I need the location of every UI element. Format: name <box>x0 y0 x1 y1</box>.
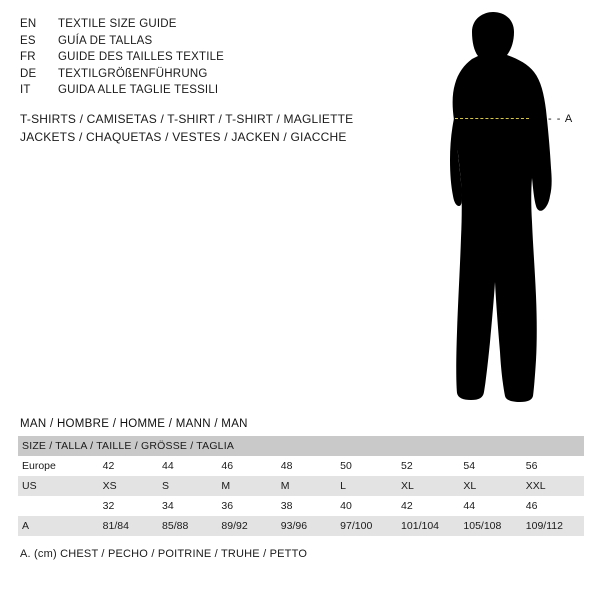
language-text: TEXTILE SIZE GUIDE <box>58 18 177 30</box>
table-cell: 48 <box>277 456 336 476</box>
table-cell: 56 <box>522 456 584 476</box>
table-cell: M <box>277 476 336 496</box>
table-cell: 101/104 <box>397 516 459 536</box>
table-cell: 105/108 <box>459 516 521 536</box>
language-code: FR <box>20 51 36 63</box>
table-cell: 93/96 <box>277 516 336 536</box>
table-cell: 42 <box>99 456 158 476</box>
language-code: ES <box>20 34 36 47</box>
table-cell: XS <box>99 476 158 496</box>
table-cell: 44 <box>459 496 521 516</box>
table-cell: L <box>336 476 397 496</box>
language-text: GUIDE DES TAILLES TEXTILE <box>58 51 225 63</box>
language-row <box>20 66 360 83</box>
table-row <box>18 516 584 536</box>
table-cell: XL <box>459 476 521 496</box>
language-row <box>20 49 360 66</box>
language-text: TEXTILGRÖßENFÜHRUNG <box>58 67 208 80</box>
table-cell: 54 <box>459 456 521 476</box>
row-label: US <box>18 476 99 496</box>
measure-letter: A <box>564 113 574 125</box>
table-title: MAN / HOMBRE / HOMME / MANN / MAN <box>20 418 248 430</box>
language-code: DE <box>20 67 37 80</box>
language-code: IT <box>20 84 31 96</box>
table-header-row <box>18 436 584 456</box>
size-table-section <box>18 418 584 536</box>
table-cell: 46 <box>522 496 584 516</box>
table-cell: 81/84 <box>99 516 158 536</box>
table-cell: XL <box>397 476 459 496</box>
language-header <box>20 16 360 99</box>
table-cell: S <box>158 476 217 496</box>
row-label: Europe <box>18 456 99 476</box>
table-cell: 38 <box>277 496 336 516</box>
chest-measure-line <box>455 118 529 119</box>
table-row <box>18 476 584 496</box>
man-silhouette-icon <box>400 10 590 410</box>
table-row <box>18 456 584 476</box>
body-silhouette-figure <box>400 10 590 410</box>
row-label: A <box>18 516 99 536</box>
table-cell: 50 <box>336 456 397 476</box>
row-label <box>18 496 99 516</box>
table-header-label: SIZE / TALLA / TAILLE / GRÖSSE / TAGLIA <box>18 436 584 456</box>
category-line-tshirts: T-SHIRTS / CAMISETAS / T-SHIRT / T-SHIRT / MAGLIETTE <box>20 112 354 126</box>
table-cell: M <box>217 476 276 496</box>
language-row <box>20 33 360 50</box>
table-cell: 36 <box>217 496 276 516</box>
category-line-jackets: JACKETS / CHAQUETAS / VESTES / JACKEN / GIACCHE <box>20 130 347 144</box>
language-row <box>20 16 360 33</box>
table-cell: 32 <box>99 496 158 516</box>
size-table <box>18 436 584 536</box>
table-cell: 85/88 <box>158 516 217 536</box>
language-code: EN <box>20 18 37 30</box>
table-cell: 52 <box>397 456 459 476</box>
table-cell: 40 <box>336 496 397 516</box>
table-row <box>18 496 584 516</box>
footnote: A. (cm) CHEST / PECHO / POITRINE / TRUHE / PETTO <box>20 548 308 560</box>
table-cell: 34 <box>158 496 217 516</box>
language-text: GUIDA ALLE TAGLIE TESSILI <box>58 84 219 96</box>
chest-measure-label <box>548 113 573 125</box>
category-list <box>20 110 380 146</box>
measure-dashes: - - <box>548 113 562 125</box>
table-cell: 89/92 <box>217 516 276 536</box>
table-cell: XXL <box>522 476 584 496</box>
table-cell: 97/100 <box>336 516 397 536</box>
table-cell: 46 <box>217 456 276 476</box>
table-cell: 44 <box>158 456 217 476</box>
table-cell: 109/112 <box>522 516 584 536</box>
language-row <box>20 82 360 99</box>
table-cell: 42 <box>397 496 459 516</box>
language-text: GUÍA DE TALLAS <box>58 34 153 47</box>
